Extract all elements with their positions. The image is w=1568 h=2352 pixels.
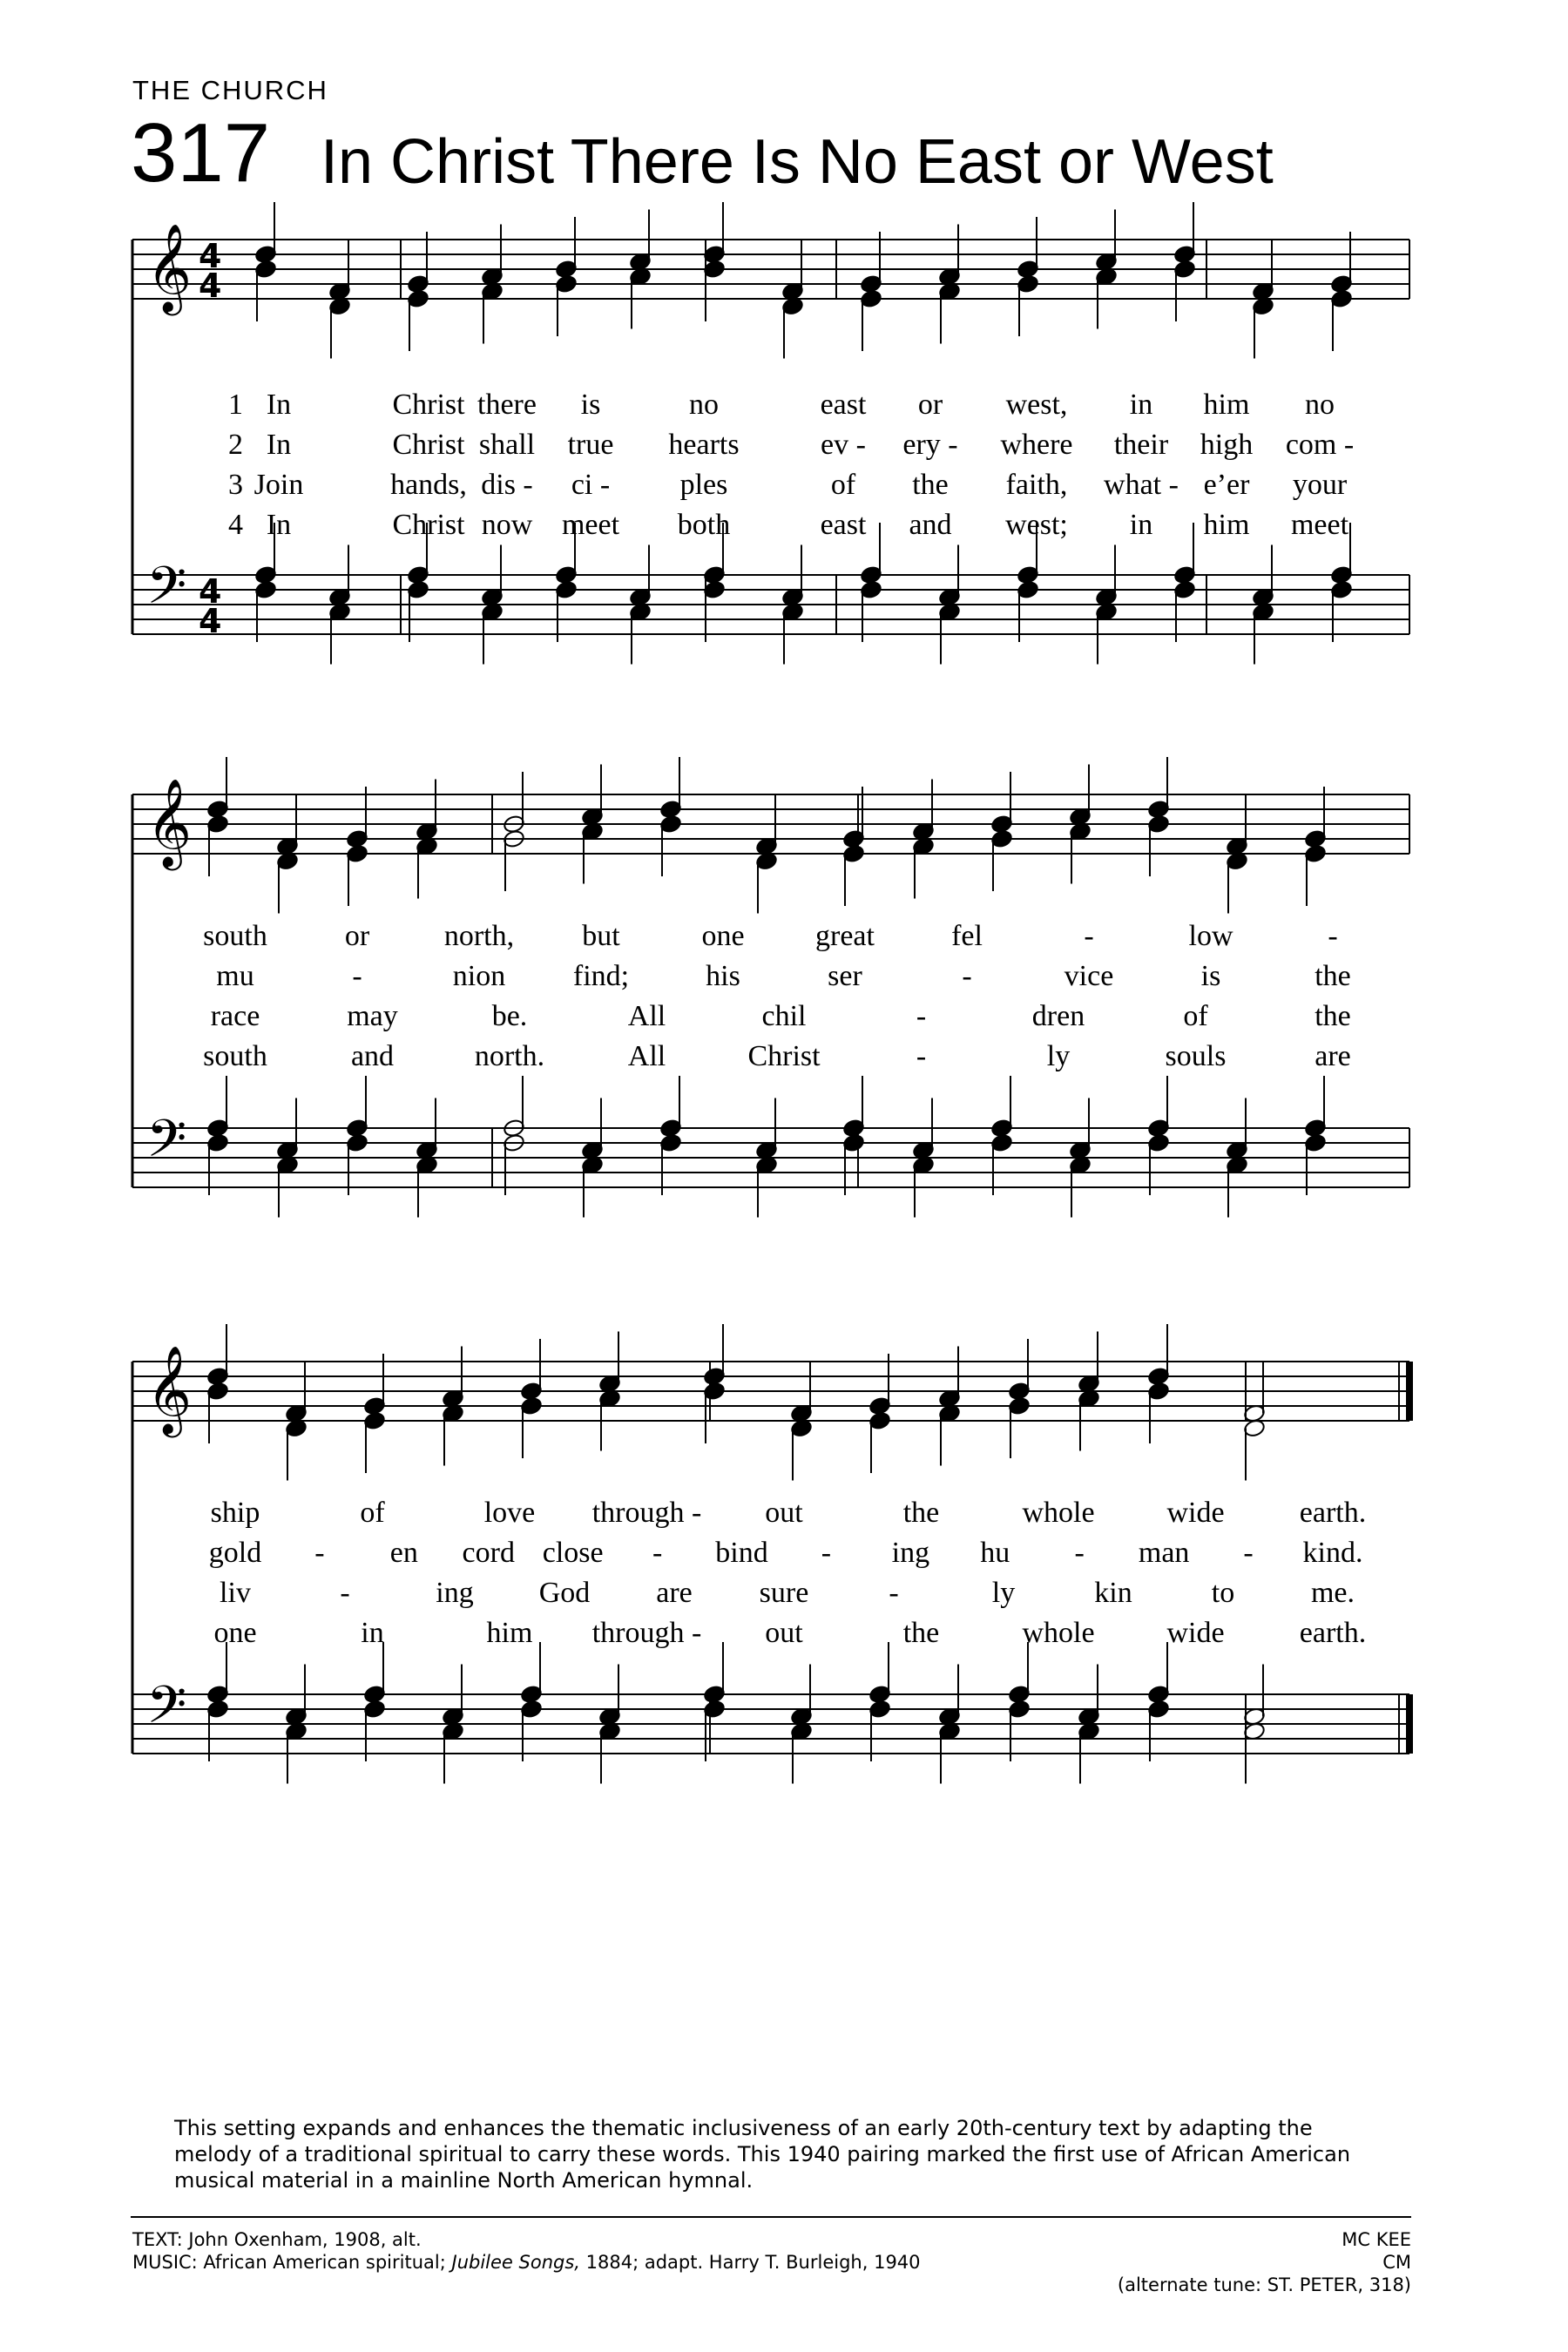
lyric-syllable: his (706, 960, 740, 992)
lyric-syllable: fel (951, 920, 983, 952)
lyric-syllable: - (1074, 1537, 1085, 1569)
lyric-syllable: west; (1005, 509, 1068, 541)
commentary: This setting expands and enhances the thematic inclusiveness of an early 20th-century text by adapting the melody of a traditional spiritual to carry these words. This 1940 pairing marked the first use of African American musical material in a mainline North American hymnal. (174, 2116, 1351, 2193)
lyric-syllable: the (1315, 1000, 1351, 1032)
lyric-syllable: mu (216, 960, 254, 992)
lyric-syllable: All (627, 1000, 666, 1032)
lyric-syllable: and (909, 509, 952, 541)
lyric-syllable: him (486, 1617, 533, 1649)
lyric-syllable: - (1328, 920, 1338, 952)
lyric-syllable: no (1305, 389, 1335, 421)
lyric-syllable: vice (1064, 960, 1114, 992)
lyric-syllable: Christ (392, 429, 465, 461)
lyric-syllable: - (821, 1537, 832, 1569)
lyric-syllable: of (830, 469, 856, 501)
lyric-syllable: their (1113, 429, 1169, 461)
lyric-syllable: west, (1005, 389, 1068, 421)
time-signature-top: 4 (199, 572, 222, 611)
lyric-syllable: chil (761, 1000, 807, 1032)
lyric-syllable: - (352, 960, 362, 992)
lyric-syllable: hands, (390, 469, 467, 501)
lyric-syllable: - (340, 1577, 350, 1609)
lyric-syllable: wide (1166, 1617, 1225, 1649)
verse-number: 3 (228, 469, 243, 501)
lyric-syllable: in (361, 1617, 384, 1649)
lyric-line-s2-v3 (0, 1000, 1568, 1035)
lyric-syllable: man (1138, 1537, 1190, 1569)
lyric-syllable: kin (1094, 1577, 1132, 1609)
treble-clef-icon: 𝄞 (146, 1344, 193, 1434)
lyric-syllable: whole (1022, 1617, 1095, 1649)
lyric-syllable: Christ (392, 389, 465, 421)
lyric-syllable: one (213, 1617, 257, 1649)
meter: CM (1382, 2252, 1411, 2273)
lyric-line-s2-v2 (0, 960, 1568, 995)
lyric-syllable: ly (991, 1577, 1016, 1609)
verse-number: 2 (228, 429, 243, 461)
lyric-line-s1-v1 (0, 389, 1568, 423)
lyric-syllable: - (652, 1537, 663, 1569)
lyric-syllable: and (350, 1040, 395, 1072)
lyric-syllable: love (483, 1497, 536, 1529)
lyric-syllable: - (1084, 920, 1094, 952)
lyric-syllable: God (538, 1577, 591, 1609)
lyric-syllable: In (266, 509, 292, 541)
lyric-syllable: com - (1285, 429, 1355, 461)
bass-clef-icon: 𝄢 (146, 1674, 187, 1747)
lyric-syllable: ci - (571, 469, 611, 501)
lyric-line-s2-v1 (0, 920, 1568, 955)
tune-name: MC KEE (1342, 2229, 1411, 2250)
verse-number: 4 (228, 509, 243, 541)
lyric-syllable: kind. (1302, 1537, 1363, 1569)
lyric-syllable: south (203, 1040, 267, 1072)
lyric-syllable: south (203, 920, 267, 952)
lyric-syllable: en (389, 1537, 418, 1569)
lyric-syllable: in (1129, 509, 1153, 541)
lyric-syllable: him (1203, 509, 1250, 541)
lyric-syllable: In (266, 389, 292, 421)
lyric-syllable: Christ (747, 1040, 821, 1072)
alternate-tune: (alternate tune: ST. PETER, 318) (1117, 2274, 1411, 2295)
lyric-syllable: wide (1166, 1497, 1225, 1529)
lyric-syllable: whole (1022, 1497, 1095, 1529)
lyric-syllable: are (656, 1577, 693, 1609)
lyric-syllable: gold (208, 1537, 262, 1569)
lyric-syllable: shall (478, 429, 536, 461)
lyric-syllable: dren (1031, 1000, 1085, 1032)
lyric-syllable: one (701, 920, 745, 952)
lyric-syllable: or (917, 389, 943, 421)
lyric-syllable: - (962, 960, 972, 992)
lyric-syllable: ing (891, 1537, 930, 1569)
lyric-syllable: ples (679, 469, 728, 501)
lyric-syllable: Join (253, 469, 304, 501)
lyric-syllable: now (481, 509, 533, 541)
lyric-syllable: ev - (821, 429, 866, 461)
music-credit: MUSIC: African American spiritual; Jubilee Songs, 1884; adapt. Harry T. Burleigh, 1940 (132, 2252, 921, 2273)
lyric-syllable: liv (220, 1577, 251, 1609)
lyric-syllable: Christ (392, 509, 465, 541)
lyric-syllable: sure (759, 1577, 809, 1609)
hymn-number: 317 (131, 106, 271, 199)
lyric-syllable: - (889, 1577, 899, 1609)
lyric-syllable: ly (1046, 1040, 1071, 1072)
lyric-syllable: your (1292, 469, 1348, 501)
lyric-syllable: All (627, 1040, 666, 1072)
lyric-syllable: meet (1290, 509, 1349, 541)
treble-clef-icon: 𝄞 (146, 222, 193, 312)
lyric-syllable: meet (561, 509, 620, 541)
lyric-line-s3-v3 (0, 1577, 1568, 1612)
lyric-syllable: the (902, 1497, 940, 1529)
lyric-syllable: is (580, 389, 601, 421)
lyric-syllable: there (477, 389, 537, 421)
lyric-syllable: find; (572, 960, 630, 992)
lyric-syllable: north, (443, 920, 515, 952)
lyric-syllable: him (1203, 389, 1250, 421)
lyric-syllable: close (542, 1537, 604, 1569)
lyric-syllable: dis - (481, 469, 533, 501)
lyric-syllable: the (902, 1617, 940, 1649)
lyric-syllable: e’er (1203, 469, 1250, 501)
lyric-syllable: nion (452, 960, 506, 992)
credits-left (132, 2228, 921, 2274)
lyric-syllable: out (765, 1497, 803, 1529)
lyric-syllable: east (820, 509, 867, 541)
verse-number: 1 (228, 389, 243, 421)
lyric-syllable: great (815, 920, 875, 952)
lyric-line-s3-v1 (0, 1497, 1568, 1531)
lyric-line-s2-v4 (0, 1040, 1568, 1075)
lyric-syllable: of (1183, 1000, 1208, 1032)
lyric-syllable: high (1200, 429, 1254, 461)
text-credit: TEXT: John Oxenham, 1908, alt. (132, 2229, 422, 2250)
lyric-syllable: - (916, 1040, 927, 1072)
lyric-syllable: where (1000, 429, 1073, 461)
lyric-syllable: to (1211, 1577, 1235, 1609)
lyric-syllable: true (567, 429, 614, 461)
lyric-syllable: the (1315, 960, 1351, 992)
lyric-syllable: what - (1104, 469, 1179, 501)
lyric-syllable: north. (474, 1040, 545, 1072)
bass-clef-icon: 𝄢 (146, 1108, 187, 1181)
lyric-syllable: ing (436, 1577, 474, 1609)
lyric-syllable: earth. (1299, 1617, 1367, 1649)
lyric-syllable: In (266, 429, 292, 461)
lyric-syllable: east (820, 389, 867, 421)
lyric-line-s1-v4 (0, 509, 1568, 544)
lyric-syllable: ser (828, 960, 862, 992)
lyric-syllable: both (677, 509, 731, 541)
bass-clef-icon: 𝄢 (146, 555, 187, 628)
lyric-line-s3-v2 (0, 1537, 1568, 1571)
hymn-title: In Christ There Is No East or West (321, 127, 1274, 197)
lyric-syllable: of (360, 1497, 385, 1529)
time-signature-bottom: 4 (199, 267, 222, 305)
lyric-syllable: hu (980, 1537, 1010, 1569)
lyric-syllable: ery - (902, 429, 958, 461)
lyric-syllable: - (314, 1537, 325, 1569)
lyric-syllable: me. (1310, 1577, 1355, 1609)
lyric-syllable: cord (462, 1537, 515, 1569)
lyric-syllable: but (582, 920, 620, 952)
lyric-syllable: is (1200, 960, 1221, 992)
lyric-syllable: no (689, 389, 719, 421)
lyric-syllable: in (1129, 389, 1153, 421)
lyric-syllable: earth. (1299, 1497, 1367, 1529)
divider (131, 2216, 1411, 2218)
lyric-syllable: - (916, 1000, 927, 1032)
lyric-syllable: souls (1165, 1040, 1227, 1072)
lyric-line-s3-v4 (0, 1617, 1568, 1652)
lyric-syllable: bind (715, 1537, 768, 1569)
lyric-syllable: the (912, 469, 949, 501)
lyric-syllable: are (1315, 1040, 1351, 1072)
time-signature-top: 4 (199, 237, 222, 275)
credits-right (1118, 2228, 1411, 2296)
lyric-syllable: out (765, 1617, 803, 1649)
lyric-syllable: - (1243, 1537, 1254, 1569)
lyric-syllable: through - (591, 1497, 702, 1529)
lyric-line-s1-v2 (0, 429, 1568, 463)
lyric-syllable: or (344, 920, 370, 952)
lyric-syllable: be. (491, 1000, 528, 1032)
lyric-syllable: through - (591, 1617, 702, 1649)
lyric-syllable: hearts (668, 429, 740, 461)
lyric-syllable: faith, (1005, 469, 1068, 501)
section-label: THE CHURCH (132, 75, 328, 105)
lyric-line-s1-v3 (0, 469, 1568, 504)
time-signature-bottom: 4 (199, 602, 222, 640)
lyric-syllable: low (1188, 920, 1233, 952)
lyric-syllable: race (210, 1000, 260, 1032)
lyric-syllable: ship (210, 1497, 260, 1529)
treble-clef-icon: 𝄞 (146, 777, 193, 867)
lyric-syllable: may (347, 1000, 398, 1032)
